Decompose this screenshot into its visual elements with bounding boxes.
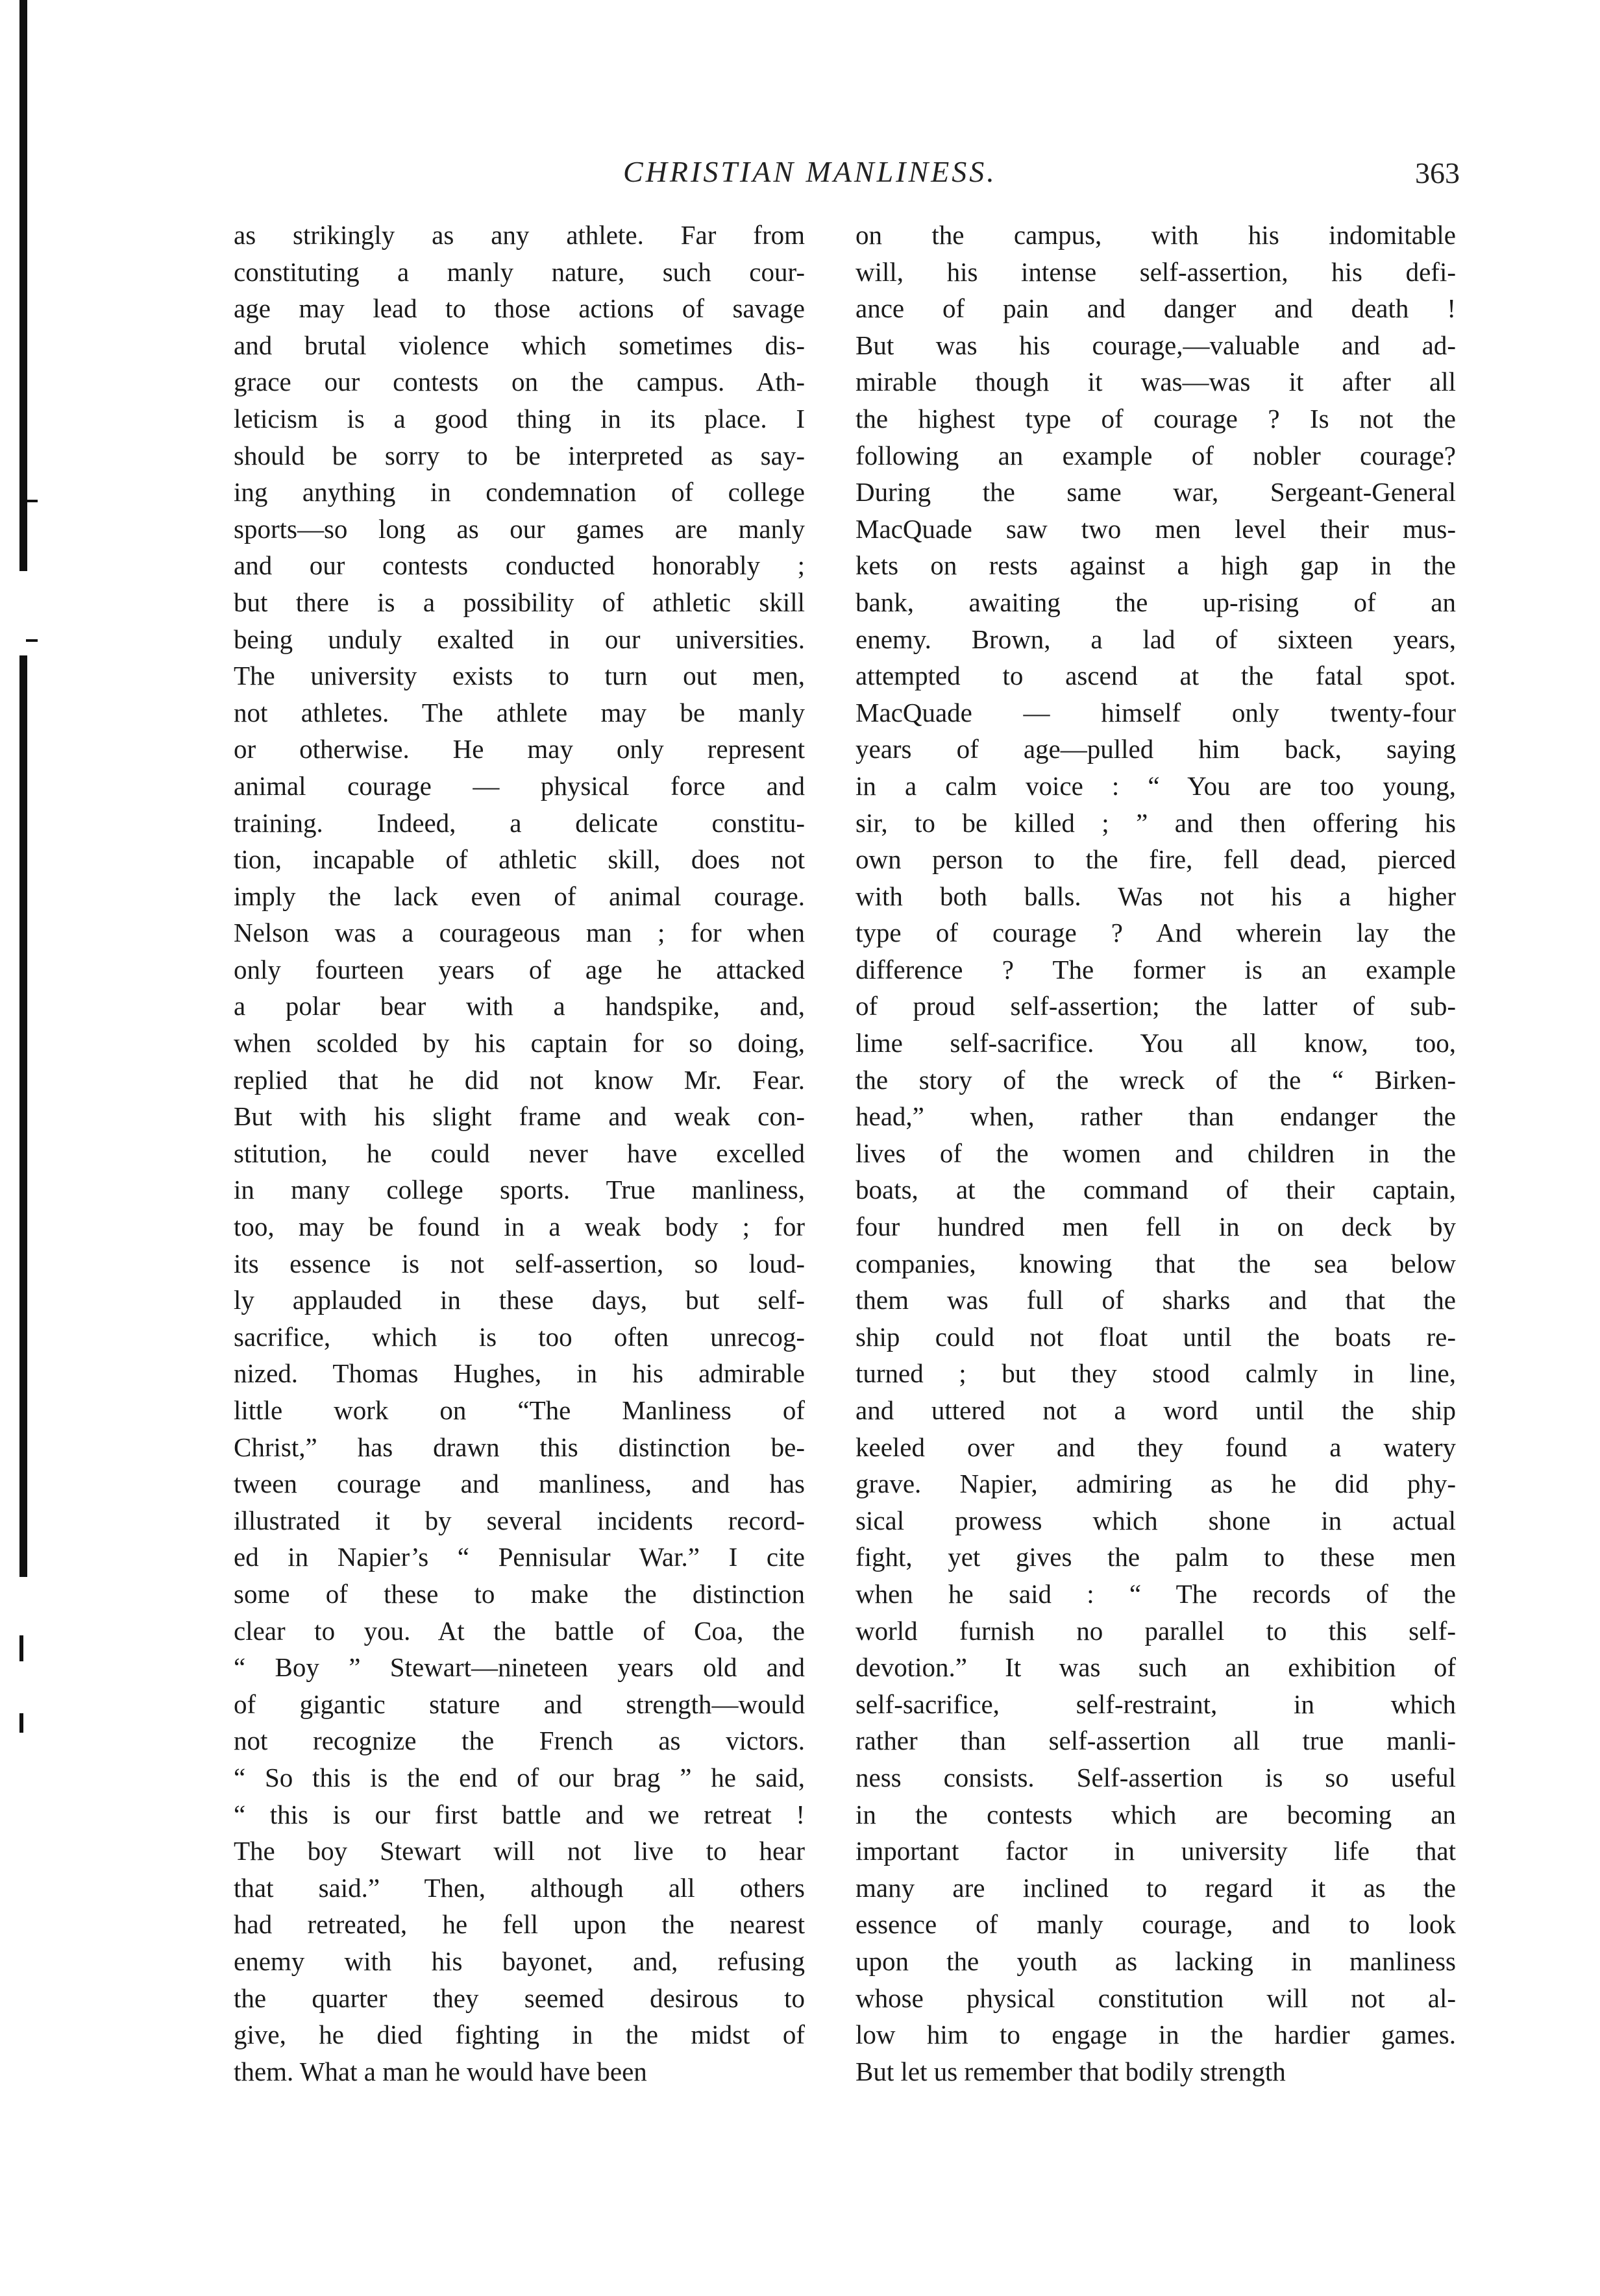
text-line: important factor in university life that (855, 1836, 1456, 1866)
text-line: them was full of sharks and that the (855, 1285, 1456, 1315)
text-line: grace our contests on the campus. Ath- (234, 367, 805, 397)
text-line: upon the youth as lacking in manliness (855, 1946, 1456, 1976)
text-line: little work on “The Manliness of (234, 1395, 805, 1425)
text-line: Nelson was a courageous man ; for when (234, 918, 805, 948)
text-line: in a calm voice : “ You are too young, (855, 770, 1456, 801)
text-line: a polar bear with a handspike, and, (234, 991, 805, 1021)
text-line: that said.” Then, although all others (234, 1872, 805, 1903)
text-line: of gigantic stature and strength—would (234, 1689, 805, 1719)
text-line: training. Indeed, a delicate constitu- (234, 807, 805, 838)
text-line: of proud self-assertion; the latter of sub- (855, 991, 1456, 1021)
text-line: companies, knowing that the sea below (855, 1248, 1456, 1278)
text-line: nized. Thomas Hughes, in his admirable (234, 1358, 805, 1389)
page-number: 363 (1415, 156, 1460, 189)
text-line: turned ; but they stood calmly in line, (855, 1358, 1456, 1389)
text-line: on the campus, with his indomitable (855, 220, 1456, 250)
text-line: head,” when, rather than endanger the (855, 1101, 1456, 1132)
text-line: many are inclined to regard it as the (855, 1872, 1456, 1903)
text-line: the story of the wreck of the “ Birken- (855, 1064, 1456, 1095)
text-line: not recognize the French as victors. (234, 1726, 805, 1756)
binding-edge-bar (19, 1713, 23, 1733)
text-line: illustrated it by several incidents record- (234, 1505, 805, 1535)
text-line: tween courage and manliness, and has (234, 1469, 805, 1499)
text-line: and our contests conducted honorably ; (234, 550, 805, 581)
text-line: lime self-sacrifice. You all know, too, (855, 1028, 1456, 1058)
text-line: kets on rests against a high gap in the (855, 550, 1456, 581)
text-line: bank, awaiting the up-rising of an (855, 587, 1456, 617)
text-line: low him to engage in the hardier games. (855, 2020, 1456, 2050)
text-line: world furnish no parallel to this self- (855, 1615, 1456, 1646)
text-line: constituting a manly nature, such cour- (234, 256, 805, 287)
text-line: leticism is a good thing in its place. I (234, 403, 805, 434)
edge-speck (26, 639, 38, 642)
text-line: should be sorry to be interpreted as say- (234, 440, 805, 470)
text-line: own person to the fire, fell dead, pierced (855, 844, 1456, 875)
text-line: But was his courage,—valuable and ad- (855, 330, 1456, 360)
text-line: lives of the women and children in the (855, 1138, 1456, 1168)
text-line: ness consists. Self-assertion is so useful (855, 1762, 1456, 1792)
text-line: only fourteen years of age he attacked (234, 954, 805, 984)
text-line: difference ? The former is an example (855, 954, 1456, 984)
text-line: devotion.” It was such an exhibition of (855, 1652, 1456, 1683)
text-line: when scolded by his captain for so doing, (234, 1028, 805, 1058)
text-line: ing anything in condemnation of college (234, 477, 805, 507)
text-line: “ So this is the end of our brag ” he said, (234, 1762, 805, 1792)
text-line: sir, to be killed ; ” and then offering his (855, 807, 1456, 838)
text-line: and uttered not a word until the ship (855, 1395, 1456, 1425)
left-text-column (234, 217, 805, 2090)
text-line: tion, incapable of athletic skill, does not (234, 844, 805, 875)
text-line: imply the lack even of animal courage. (234, 881, 805, 911)
text-line: “ Boy ” Stewart—nineteen years old and (234, 1652, 805, 1683)
binding-edge-bar (19, 655, 27, 1577)
text-line: in many college sports. True manliness, (234, 1175, 805, 1205)
text-line: sical prowess which shone in actual (855, 1505, 1456, 1535)
text-line: The university exists to turn out men, (234, 661, 805, 691)
text-line: mirable though it was—was it after all (855, 367, 1456, 397)
text-line: MacQuade saw two men level their mus- (855, 513, 1456, 544)
text-line: animal courage — physical force and (234, 770, 805, 801)
binding-edge-bar (19, 0, 27, 571)
text-line: or otherwise. He may only represent (234, 734, 805, 764)
text-line: as strikingly as any athlete. Far from (234, 220, 805, 250)
text-line: with both balls. Was not his a higher (855, 881, 1456, 911)
text-line: in the contests which are becoming an (855, 1799, 1456, 1829)
text-line: fight, yet gives the palm to these men (855, 1542, 1456, 1572)
text-line: sports—so long as our games are manly (234, 513, 805, 544)
text-line: But with his slight frame and weak con- (234, 1101, 805, 1132)
text-line: give, he died fighting in the midst of (234, 2020, 805, 2050)
text-line: following an example of nobler courage? (855, 440, 1456, 470)
text-line: not athletes. The athlete may be manly (234, 697, 805, 727)
text-line: but there is a possibility of athletic skill (234, 587, 805, 617)
text-line: stitution, he could never have excelled (234, 1138, 805, 1168)
text-line: essence of manly courage, and to look (855, 1909, 1456, 1940)
text-line: type of courage ? And wherein lay the (855, 918, 1456, 948)
text-line: self-sacrifice, self-restraint, in which (855, 1689, 1456, 1719)
text-line: had retreated, he fell upon the nearest (234, 1909, 805, 1940)
text-line: attempted to ascend at the fatal spot. (855, 661, 1456, 691)
text-line: ed in Napier’s “ Pennisular War.” I cite (234, 1542, 805, 1572)
text-line: grave. Napier, admiring as he did phy- (855, 1469, 1456, 1499)
text-line: when he said : “ The records of the (855, 1578, 1456, 1609)
text-line: its essence is not self-assertion, so loud- (234, 1248, 805, 1278)
text-line: whose physical constitution will not al- (855, 1983, 1456, 2013)
text-line: the quarter they seemed desirous to (234, 1983, 805, 2013)
text-line: enemy. Brown, a lad of sixteen years, (855, 624, 1456, 654)
text-line: Christ,” has drawn this distinction be- (234, 1432, 805, 1462)
text-line: But let us remember that bodily strength (855, 2056, 1286, 2086)
text-line: them. What a man he would have been (234, 2056, 647, 2086)
right-text-column (855, 217, 1456, 2090)
edge-speck (26, 500, 38, 502)
text-line: “ this is our first battle and we retreat ! (234, 1799, 805, 1829)
text-line: sacrifice, which is too often unrecog- (234, 1321, 805, 1352)
text-line: replied that he did not know Mr. Fear. (234, 1064, 805, 1095)
text-line: some of these to make the distinction (234, 1578, 805, 1609)
text-line: enemy with his bayonet, and, refusing (234, 1946, 805, 1976)
text-line: too, may be found in a weak body ; for (234, 1212, 805, 1242)
text-line: and brutal violence which sometimes dis- (234, 330, 805, 360)
text-line: being unduly exalted in our universities. (234, 624, 805, 654)
running-title: CHRISTIAN MANLINESS. (623, 155, 997, 188)
text-line: the highest type of courage ? Is not the (855, 403, 1456, 434)
text-line: rather than self-assertion all true manli- (855, 1726, 1456, 1756)
text-line: clear to you. At the battle of Coa, the (234, 1615, 805, 1646)
text-line: The boy Stewart will not live to hear (234, 1836, 805, 1866)
text-line: ance of pain and danger and death ! (855, 293, 1456, 324)
text-line: four hundred men fell in on deck by (855, 1212, 1456, 1242)
text-line: boats, at the command of their captain, (855, 1175, 1456, 1205)
text-line: years of age—pulled him back, saying (855, 734, 1456, 764)
binding-edge-bar (19, 1635, 23, 1661)
text-line: During the same war, Sergeant-General (855, 477, 1456, 507)
text-line: keeled over and they found a watery (855, 1432, 1456, 1462)
text-line: will, his intense self-assertion, his defi- (855, 256, 1456, 287)
text-line: ship could not float until the boats re- (855, 1321, 1456, 1352)
text-line: ly applauded in these days, but self- (234, 1285, 805, 1315)
text-line: age may lead to those actions of savage (234, 293, 805, 324)
text-line: MacQuade — himself only twenty-four (855, 697, 1456, 727)
